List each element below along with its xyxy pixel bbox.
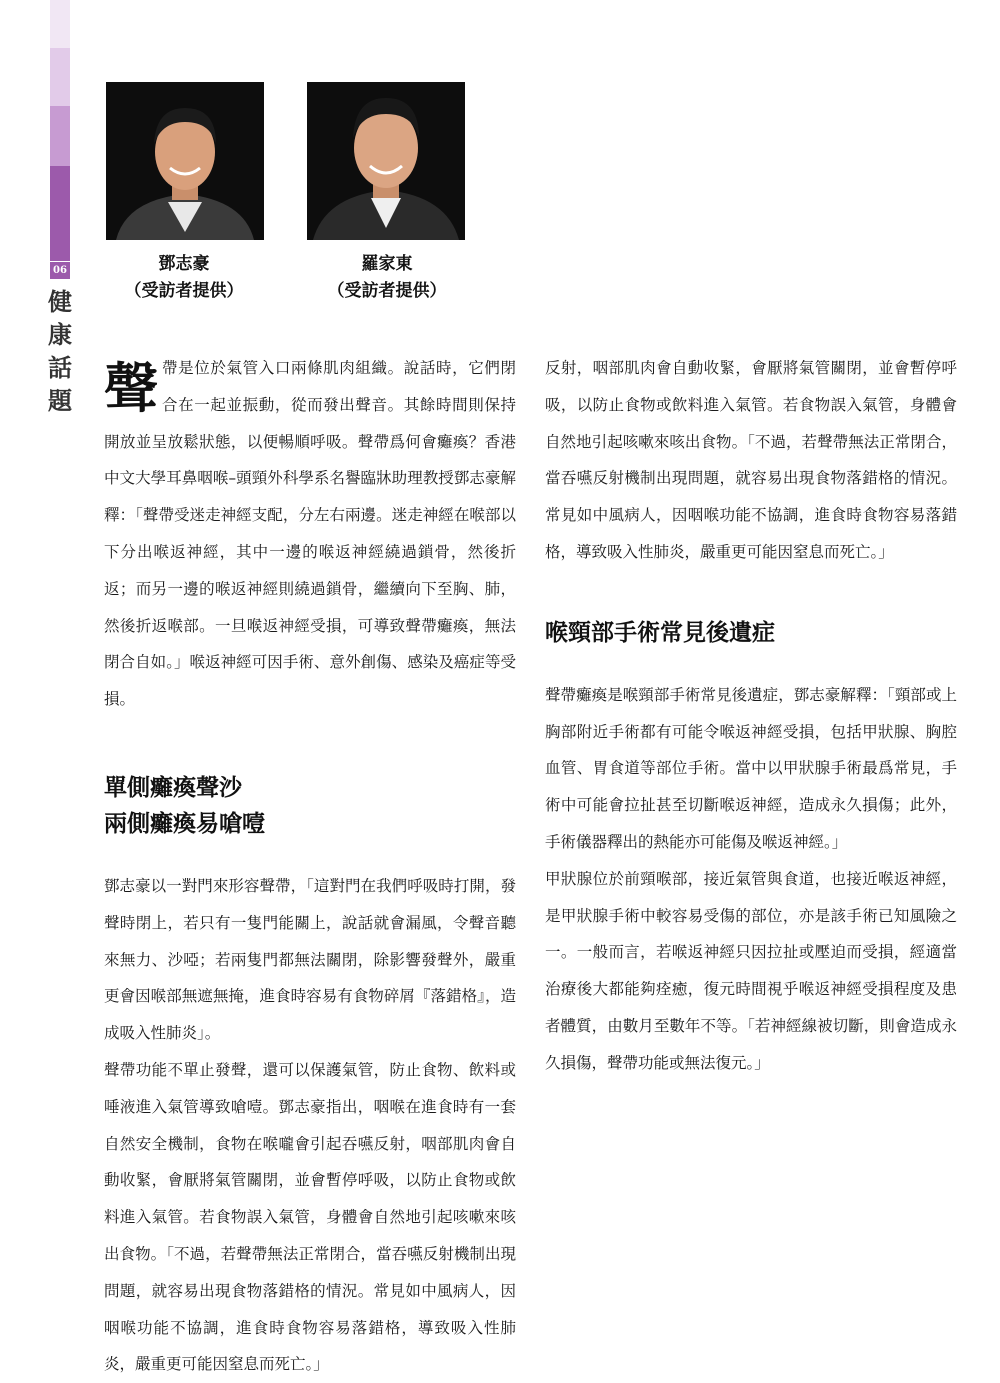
sidebar-tab-4: [50, 166, 70, 261]
article-column-left: [104, 350, 516, 1374]
paragraph-2: 鄧志豪以一對門來形容聲帶，「這對門在我們呼吸時打開，發聲時閉上，若只有一隻門能關上，說話就會漏風，令聲音聽來無力、沙啞；若兩隻門都無法關閉，除影響發聲外，嚴重更會因喉部無遮無掩，進食時容易有食物碎屑『落錯格』，造成吸入性肺炎」。: [104, 876, 516, 1043]
paragraph-5: 甲狀腺位於前頸喉部，接近氣管與食道，也接近喉返神經，是甲狀腺手術中較容易受傷的部位，亦是該手術已知風險之一。一般而言，若喉返神經只因拉扯或壓迫而受損，經適當治療後大都能夠痊癒，復元時間視乎喉返神經受損程度及患者體質，由數月至數年不等。「若神經線被切斷，則會造成永久損傷，聲帶功能或無法復元。」: [545, 869, 957, 1072]
section-title: 健康話題: [48, 287, 72, 415]
portrait-photo-1: [106, 82, 264, 240]
portrait-photo-2: [307, 82, 465, 240]
subheading-2: 喉頸部手術常見後遺症: [545, 618, 775, 646]
caption-name-1: 鄧志豪: [158, 254, 210, 274]
sidebar-tab-2: [50, 48, 70, 106]
intro-text: 帶是位於氣管入口兩條肌肉組織。說話時，它們閉合在一起並振動，從而發出聲音。其餘時間則保持開放並呈放鬆狀態，以便暢順呼吸。聲帶爲何會癱瘓？香港中文大學耳鼻咽喉–頭頸外科學系名譽臨牀助理教授鄧志豪解釋：「聲帶受迷走神經支配，分左右兩邊。迷走神經在喉部以下分出喉返神經，其中一邊的喉返神經繞過鎖骨，然後折返；而另一邊的喉返神經則繞過鎖骨，繼續向下至胸、肺，然後折返喉部。一旦喉返神經受損，可導致聲帶癱瘓，無法閉合自如。」喉返神經可因手術、意外創傷、感染及癌症等受損。: [104, 359, 516, 709]
page-number: 06: [50, 262, 70, 279]
drop-cap: 聲: [104, 356, 158, 420]
sidebar-tab-1: [50, 0, 70, 48]
paragraph-3: 聲帶功能不單止發聲，還可以保護氣管，防止食物、飲料或唾液進入氣管導致嗆噎。鄧志豪指出，咽喉在進食時有一套自然安全機制，食物在喉嚨會引起吞嚥反射，咽部肌肉會自動收緊，會厭將氣管關閉，並會暫停呼吸，以防止食物或飲料進入氣管。若食物誤入氣管，身體會自然地引起咳嗽來咳出食物。「不過，若聲帶無法正常閉合，當吞嚥反射機制出現問題，就容易出現食物落錯格的情況。常見如中風病人，因咽喉功能不協調，進食時食物容易落錯格，導致吸入性肺炎，嚴重更可能因窒息而死亡。」: [104, 1060, 516, 1374]
subheading-1-line-1: 單側癱瘓聲沙: [104, 773, 242, 801]
caption-credit-1: （受訪者提供）: [124, 281, 244, 301]
caption-credit-2: （受訪者提供）: [327, 281, 447, 301]
intro-paragraph: [104, 350, 516, 718]
caption-2: [277, 251, 497, 305]
article-column-right: [545, 350, 957, 1082]
paragraph-4: 聲帶癱瘓是喉頸部手術常見後遺症，鄧志豪解釋：「頸部或上胸部附近手術都有可能令喉返神經受損，包括甲狀腺、胸腔血管、胃食道等部位手術。當中以甲狀腺手術最爲常見，手術中可能會拉扯甚至切斷喉返神經，造成永久損傷；此外，手術儀器釋出的熱能亦可能傷及喉返神經。」: [545, 685, 957, 851]
sidebar-tab-3: [50, 106, 70, 166]
caption-1: [74, 251, 294, 305]
paragraph-3-continued: 反射，咽部肌肉會自動收緊，會厭將氣管關閉，並會暫停呼吸，以防止食物或飲料進入氣管。若食物誤入氣管，身體會自然地引起咳嗽來咳出食物。「不過，若聲帶無法正常閉合，當吞嚥反射機制出現問題，就容易出現食物落錯格的情況。常見如中風病人，因咽喉功能不協調，進食時食物容易落錯格，導致吸入性肺炎，嚴重更可能因窒息而死亡。」: [545, 359, 957, 561]
caption-name-2: 羅家東: [361, 254, 413, 274]
subheading-1-line-2: 兩側癱瘓易嗆噎: [104, 809, 265, 837]
subheading-1: [104, 770, 516, 842]
